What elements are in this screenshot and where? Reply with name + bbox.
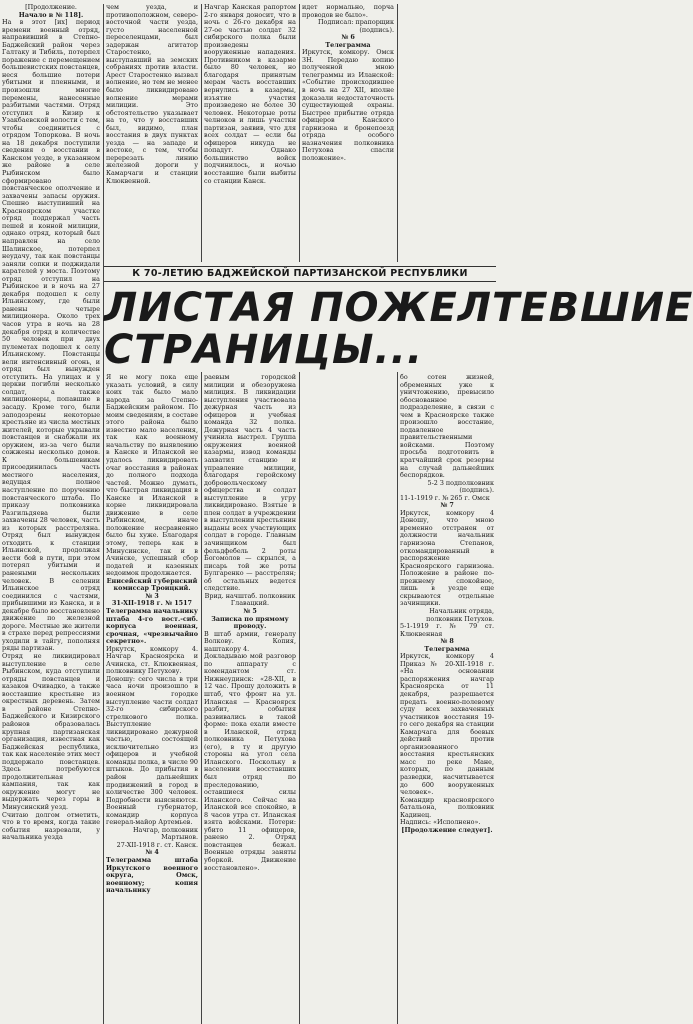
paragraph: 5-2 З подполковник (подпись). xyxy=(427,478,494,495)
paragraph: Иркутск, комкору. Омск 3Н. Передаю копию полученной мною телеграммы из Иланской: «Событие происходившее в ночь на 27 XII, вполне доказали недостаточность существующей охраны. Быстрее прибытие отряда офицеров Канского гарнизона и бронепоезд отряда особого назначения полковника Петухова спасли положение». xyxy=(302,48,394,162)
paragraph: Записка по прямому проводу. xyxy=(211,614,289,631)
article-column-3 xyxy=(204,4,296,262)
paragraph: Врид. начштаб. полковник Главацкий. xyxy=(204,591,296,608)
paragraph: 5-1-1919 г. № 79 ст. Клюквенная xyxy=(400,622,494,638)
paragraph: 11-1-1919 г. № 265 г. Омск xyxy=(400,493,490,502)
column-rule xyxy=(397,372,398,1024)
paragraph: бо сотен жизней, обременных уже к уничтожению, превысило обоснованное подразделение, в связи с чем в Красноярске также произошло восстание, подавленное правительственными войсками. Поэтому просьба подготовить в кратчайший срок резервы на случай дальнейших беспорядков. xyxy=(400,373,494,480)
paragraph: Надпись: «Исполнено». xyxy=(400,818,481,827)
article-column-5 xyxy=(106,374,198,1022)
paragraph: Телеграмма начальнику штаба 4-го вост.-сиб. корпуса военная, срочная, «чрезвычайно секретно». xyxy=(106,606,198,646)
paragraph: Командир красноярского батальона, полковник Кадинец. xyxy=(400,795,494,819)
paragraph: Начало в № 118]. xyxy=(18,10,84,19)
paragraph: Иркутск, комкору 4. Начгар Красноярска и Ачинска, ст. Клюквенная, полковнику Петухову. xyxy=(106,644,198,676)
paragraph: Телеграмма штаба Иркутского военного округа, Омск, военному; копия начальнику xyxy=(106,856,198,895)
paragraph: Отряд не ликвидировал выступление в селе Рыбинском, куда отступили отряды повстанцев и казаков Очивадко, а также восставшие крестьяне из окрестных деревень. Затем в районе Степно-Баджейского и Кизирского районов образовалась крупная партизанская организация, известная как Баджейская республика, так как население этих мест поддержало повстанцев. Здесь потребуются продолжительная кампания, так как окружение могут не выдержать через горы в Минусинский уезд. xyxy=(2,652,100,811)
paragraph: На в этот [их] период времени военный отряд, направивший в Степно-Баджейский район через Галтаку и Тибиль, потерпел поражение с перемещением большевистских повстанцев, неся большие потери убитыми и пленными, и произошли многие перемены, нанесенные разбитыми частями. Отряд отступил в Кизир к Узакбаевской волости с тем, чтобы соединиться с отрядом Топоркова. В ночь на 18 декабря поступили сведения о восстании в Канском уезде, в указанном же районе в селе Рыбинском было сформировано повстанческое ополчение и захвачены запасы оружия. Спешно выступивший на Красноярском участке отряд поддержал часть пешей и конной милиции, однако отряд, который был направлен на село Шалинское, потерпел неудачу, так как повстанцы заняли сопки и поджидали карателей у моста. Поэтому отряд отступил на Рыбинское и в ночь на 27 декабря подошел к селу Ильинскому, где были ранены четыре милиционера. Около трех часов утра в ночь на 28 декабря отряд в количестве 50 человек при двух пулеметах подошел к селу Ильинскому. Повстанцы вели интенсивный огонь, и отряд был вынужден отступить. На улицах и у церкви погибли несколько солдат, а также милиционеры, попавшие в засаду. Кроме того, были заподозрены некоторые крестьяне из числа местных жителей, которые укрывали повстанцев и снабжали их оружием, из-за чего были сожжены несколько домов. К большевикам присоединилась часть местного населения, ведущая полное наступление по поручению повстанческого штаба. По приказу полковника Разгильдяева были захвачены 28 человек, часть из которых расстреляна. Отряд был вынужден отходить к станции Ильинской, продолжая вести бой в пути, при этом потерял убитыми и ранеными нескольких человек. В селении Ильинское отряд соединился с частями, прибывшими из Канска, и в декабре было восстановлено движение по железной дороге. Местные же жители в страхе перед репрессиями уходили в тайгу, пополняя ряды партизан. xyxy=(2,18,100,653)
paragraph: Телеграмма xyxy=(424,644,470,653)
article-column-4 xyxy=(302,4,394,262)
paragraph: № 7 xyxy=(440,501,454,510)
column-rule xyxy=(201,4,202,262)
paragraph: чем уезда, и противоположном, северо-восточной части уезда, густо населенной переселенцами, был задержан агитатор Старостенко, выступавший на земских собраниях против власти. Арест Старостенко вызвал волнение, но тем не менее было ликвидировано волнение мерами милиции. Это обстоятельство указывает на то, что у восставших был, видимо, план восстания в двух пунктах уезда — на западе и востоке, с тем, чтобы перерезать линию железной дороги у Камарчаги и станции Клюквенной. xyxy=(106,3,198,185)
article-column-2 xyxy=(106,4,198,262)
paragraph: 31-XII-1918 г. № 1517 xyxy=(111,599,192,608)
column-rule xyxy=(201,372,202,1024)
paragraph: № 6 xyxy=(341,33,355,42)
paragraph: Начгар Канская рапортом 2-го января доносит, что в ночь с 26-го декабря на 27-ое частью солдат 32 сибирского полка были произведены вооруженные нападения. Противником в казарме было 80 человек, но благодаря принятым мерам часть восставших вернулись в казармы, изъятие участия произведено не более 30 человек. Некоторые роты челноков и лишь участки партизан, заявив, что для всех солдат — если бы офицеров никуда не попадут. Однако большинство войск подчинилось, и ночью восставшие были выбиты со станции Канск. xyxy=(204,3,296,185)
paragraph: № 5 xyxy=(243,606,257,615)
paragraph: Иркутск, комкору 4 Приказ № 20-XII-1918 г. «На основании распоряжения начгар Красноярска от 11 декабря, разрешается предать военно-полевому суду всех захваченных участников восстания 19-го сего декабря на станции Камарчага для боевых действий против организованного восстания крестьянских масс по реке Мане, которых, по данным разведки, насчитывается до 600 вооруженных человек». xyxy=(400,652,494,797)
paragraph: 27-XII-1918 г. ст. Канск. xyxy=(116,840,198,849)
paragraph: Начгар, полковник Мартынов. xyxy=(132,825,198,842)
paragraph: Считаю долгом отметить, что в то время, когда такие события назревали, у начальника уезда xyxy=(2,810,100,842)
paragraph: Докладываю мой разговор по аппарату с комендантом ст. Нижнеудинск: «28-XII, в 12 час. Прошу доложить в штаб, что фронт на ул. Иланская — Красноярск разбит, события развивались в такой форме: пока ехали вместе в Иланской, отряд полковника Петухова (его), в ту и другую стороны на угол села Иланского. Поскольку в населении восставших был отряд по преследованию, оставшиеся силы Иланского. Сейчас на Иланской все спокойно, в 8 часов утра ст. Иланская взята войсками. Потери: убито 11 офицеров, ранено 2. Отряд повстанцев бежал. Военные отряды заняты уборкой. Движение восстановлено». xyxy=(204,652,296,872)
column-rule xyxy=(103,4,104,1024)
article-column-7 xyxy=(400,374,494,1022)
paragraph: [Продолжение. xyxy=(25,3,77,11)
paragraph: В штаб армии, генералу Волкову. Копия, наштакору 4. xyxy=(204,629,296,653)
article-column-6 xyxy=(204,374,296,1022)
paragraph: Доношу: сего числа в три часа ночи произошло в военном городке выступление части солдат 32-го сибирского стрелкового полка. Выступление ликвидировано дежурной частью, состоящей исключительно из офицеров и учебной команды полка, в числе 90 штыков. До прибытия в район дальнейших продвижений в город в количестве 300 человек. Подробности выясняются. Военный губернатор, командир корпуса генерал-майор Артемьев. xyxy=(106,674,198,827)
paragraph: Телеграмма xyxy=(325,40,371,49)
article-column-1 xyxy=(2,4,100,1022)
headline-line-2: СТРАНИЦЫ... xyxy=(104,327,424,373)
column-rule xyxy=(397,4,398,262)
paragraph: № 4 xyxy=(145,848,159,857)
paragraph: Подписал: прапорщик (подпись). xyxy=(317,18,394,34)
paragraph: Начальник отряда, полковник Петухов. xyxy=(426,606,494,623)
paragraph: Иркутск, комкору 4 Доношу, что мною временно отстранен от должности начальник гарнизона Степанов, откомандированный в распоряжение Красноярского гарнизона. Положение в районе по-прежнему спокойное, лишь в уезде еще скрываются отдельные зачинщики. xyxy=(400,508,494,608)
paragraph: № 3 xyxy=(145,591,159,600)
paragraph: раевым городской милиции и обезоружена милиция. В ликвидации выступления участвовала дежурная часть из офицеров и учебная команда 32 полка. Дежурная часть 4 часть учинила выстрел. Группа окружения военной казармы, извод команды захватил станцию и управление милиции, благодаря геройскому добровольческому офицерства и солдат выступление в угру ликвидировано. Взятые в плен солдат в учреждении в выступлении крестьянин выданы всех участвующих солдат в городе. Главным зачинщиком был фельдфебель 2 роты Богомолов — скрылся, а писарь той же роты Булгаренко — расстрелян; об остальных ведется следствие. xyxy=(204,373,296,593)
paragraph: идет нормально, порча проводов не было». xyxy=(302,3,394,19)
column-rule xyxy=(299,372,300,1024)
headline-line-1: ЛИСТАЯ ПОЖЕЛТЕВШИЕ xyxy=(104,285,693,331)
paragraph: Я не могу пока еще указать условий, в силу коих так было мало народа за Степно-Баджейским районом. По моим сведениям, в составе этого района было известно мало населения, так как военному начальству по выявлению в Канске и Иланской не удалось ликвидировать очаг восстания в районах до полного подхода частей. Можно думать, что быстрая ликвидация в Канске и Иланской в корне ликвидировала движение в селе Рыбинском, иначе положение несравненно было бы хуже. Благодаря этому, теперь как в Минусинске, так и в Ачинске, успешный сбор податей и казенных недоимок продолжается. xyxy=(106,373,198,578)
paragraph: Енисейский губернский комиссар Троицкий. xyxy=(106,576,198,593)
column-rule xyxy=(299,4,300,262)
paragraph: № 8 xyxy=(440,637,454,646)
paragraph: [Продолжение следует]. xyxy=(401,825,493,834)
anniversary-band: К 70-ЛЕТИЮ БАДЖЕЙСКОЙ ПАРТИЗАНСКОЙ РЕСПУБЛИКИ xyxy=(104,266,496,282)
